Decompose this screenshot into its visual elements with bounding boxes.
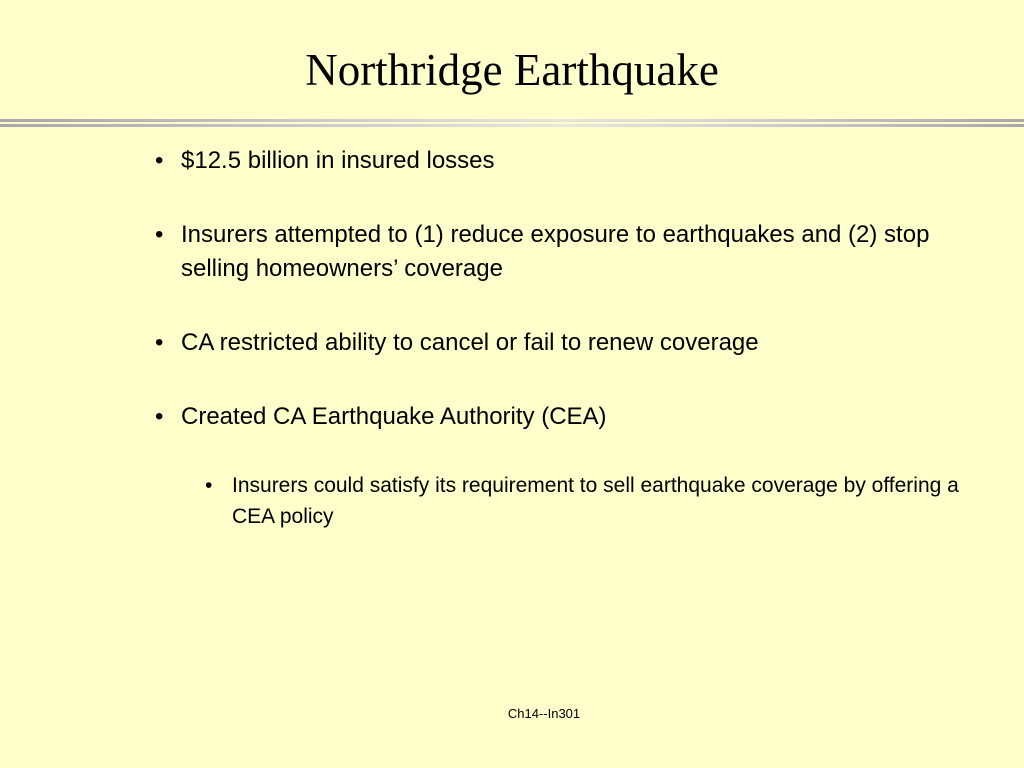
sub-bullet-group	[155, 470, 975, 532]
divider-line-bottom	[0, 124, 1024, 127]
bullet-item	[155, 218, 975, 286]
bullet-item	[155, 400, 975, 434]
bullet-marker: •	[155, 221, 164, 248]
bullet-text: Created CA Earthquake Authority (CEA)	[181, 403, 607, 430]
divider-line-top	[0, 119, 1024, 122]
bullet-item	[155, 144, 975, 178]
bullet-text: Insurers attempted to (1) reduce exposure to earthquakes and (2) stop selling homeowners’ coverage	[181, 221, 930, 282]
sub-bullet-text: Insurers could satisfy its requirement to sell earthquake coverage by offering a CEA policy	[232, 474, 959, 528]
bullet-marker: •	[155, 147, 164, 174]
bullet-text: $12.5 billion in insured losses	[181, 147, 495, 174]
bullet-item	[155, 326, 975, 360]
slide-title: Northridge Earthquake	[305, 45, 719, 95]
bullet-marker: •	[155, 329, 164, 356]
sub-bullet-marker: •	[205, 474, 213, 497]
bullet-marker: •	[155, 403, 164, 430]
sub-bullet-list	[155, 470, 975, 532]
slide-footer: Ch14--In301	[507, 706, 581, 721]
bullet-list	[155, 144, 975, 532]
sub-bullet-item	[205, 470, 975, 532]
title-divider	[0, 119, 1024, 128]
bullet-text: CA restricted ability to cancel or fail to renew coverage	[181, 329, 759, 356]
